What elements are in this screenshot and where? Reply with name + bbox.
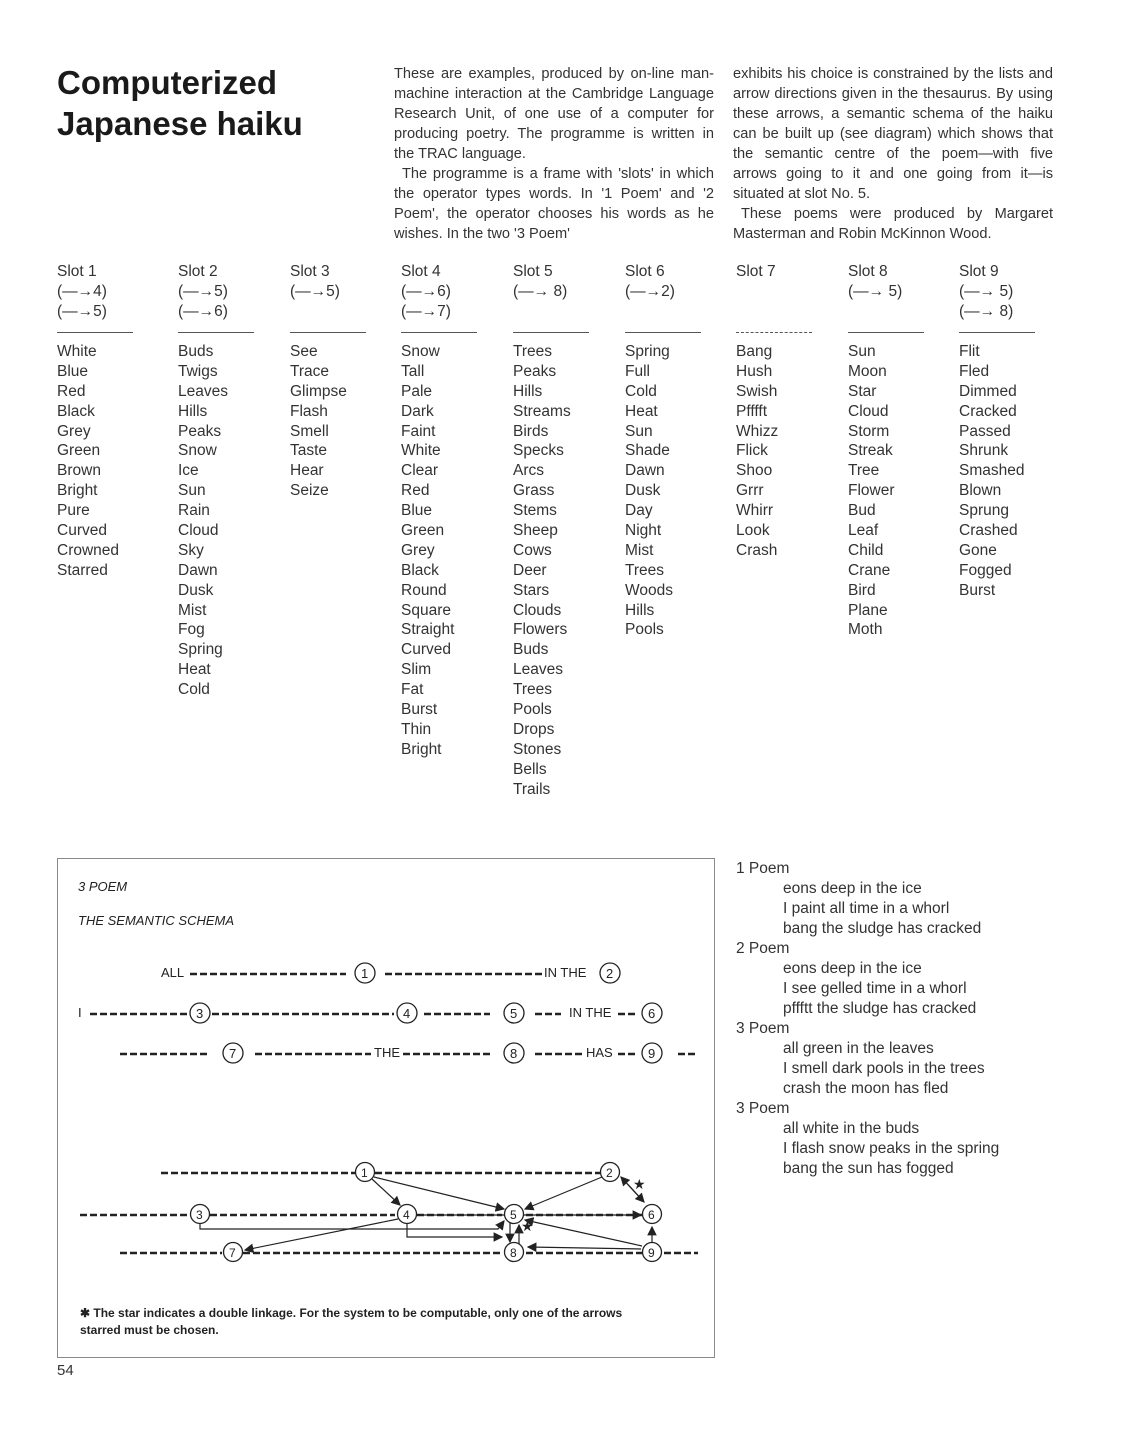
- schema-diagram: [58, 859, 714, 1357]
- slot-word: Gone: [959, 541, 997, 559]
- slot-word: Pure: [57, 502, 90, 520]
- slot-word: Stones: [513, 740, 562, 758]
- slot-word: White: [57, 343, 97, 360]
- slot-word: Faint: [401, 422, 436, 440]
- slot-word: Crashed: [959, 522, 1018, 540]
- slot-word: Starred: [57, 561, 108, 579]
- slot-word: Flick: [736, 442, 768, 460]
- slot-rule: [959, 332, 1035, 342]
- slot-word: Blue: [401, 502, 433, 520]
- slot-column: [290, 262, 400, 501]
- schema-word-i: I: [78, 1005, 82, 1020]
- slot-word: Bud: [848, 502, 876, 520]
- slot-word: Grey: [401, 541, 435, 559]
- slot-word: Slim: [401, 661, 432, 679]
- slot-word: Pools: [513, 701, 552, 719]
- slot-word: Rain: [178, 502, 210, 520]
- slot-word: Crash: [736, 541, 778, 559]
- slot-word: Child: [848, 541, 884, 559]
- slot-heading: Slot 8: [848, 263, 888, 280]
- schema-word-in-the: IN THE: [544, 965, 587, 980]
- slot-heading: Slot 5: [513, 263, 553, 280]
- slot-word: Cold: [178, 681, 210, 699]
- semantic-schema-figure: [57, 858, 715, 1358]
- slot-word: Snow: [401, 343, 440, 360]
- slot-word: Pfffft: [736, 402, 768, 420]
- slot-word: Trace: [290, 362, 330, 380]
- slot-word: Fog: [178, 621, 205, 639]
- node-label: 7: [229, 1246, 236, 1260]
- poem-line: I paint all time in a whorl: [783, 900, 950, 917]
- slot-word: Cloud: [178, 522, 219, 540]
- slot-word: Bells: [513, 760, 547, 778]
- poem-line: all green in the leaves: [783, 1040, 934, 1057]
- node-label: 4: [403, 1006, 411, 1021]
- slot-word: Green: [57, 442, 101, 460]
- slot-word: Sun: [178, 482, 206, 500]
- slot-heading: Slot 9: [959, 263, 999, 280]
- slot-arrow: (—→ 5): [959, 283, 1014, 300]
- slot-column: [736, 262, 846, 561]
- slot-word: Flowers: [513, 621, 568, 639]
- slot-word: Flit: [959, 343, 980, 360]
- node-label: 1: [361, 966, 369, 981]
- node-label: 9: [648, 1246, 655, 1260]
- slot-word: Dawn: [625, 462, 665, 480]
- slot-word: Black: [401, 561, 439, 579]
- node-label: 1: [361, 1166, 368, 1180]
- slot-word: Cracked: [959, 402, 1017, 420]
- slot-word: Pale: [401, 382, 433, 400]
- schema-word-the: THE: [374, 1045, 400, 1060]
- slot-word: Woods: [625, 581, 673, 599]
- slot-arrow: (—→5): [178, 283, 228, 300]
- slot-rule: [57, 332, 133, 342]
- slot-word: Shade: [625, 442, 670, 460]
- slot-word: Buds: [513, 641, 549, 659]
- poem-line: all white in the buds: [783, 1120, 920, 1137]
- slot-word: Hills: [513, 382, 543, 400]
- slot-word: Green: [401, 522, 445, 540]
- poem-line: I flash snow peaks in the spring: [783, 1140, 1000, 1157]
- slot-word: Straight: [401, 621, 455, 639]
- slot-word: Trails: [513, 780, 551, 798]
- node-label: 3: [196, 1006, 204, 1021]
- poem-line: I see gelled time in a whorl: [783, 980, 967, 997]
- slot-word: Snow: [178, 442, 217, 460]
- slot-word: Leaves: [178, 382, 228, 400]
- node-label: 5: [510, 1006, 518, 1021]
- slot-column: [57, 262, 167, 581]
- poem-heading: 3 Poem: [736, 1020, 790, 1037]
- slot-arrow: (—→6): [401, 283, 451, 300]
- slot-word: Heat: [178, 661, 211, 679]
- slot-word: Red: [57, 382, 86, 400]
- slot-rule: [736, 332, 812, 342]
- slot-word: Trees: [513, 343, 553, 360]
- slot-word: Bright: [401, 740, 442, 758]
- slot-arrow: (—→6): [178, 303, 228, 320]
- slot-word: Brown: [57, 462, 101, 480]
- slot-word: Drops: [513, 720, 555, 738]
- poem-heading: 1 Poem: [736, 860, 790, 877]
- slot-arrow: (—→ 8): [513, 283, 568, 300]
- slot-word: Curved: [57, 522, 107, 540]
- slot-word: Dusk: [625, 482, 661, 500]
- slot-word: Trees: [625, 561, 665, 579]
- slot-word: Blue: [57, 362, 89, 380]
- slot-word: Smell: [290, 422, 329, 440]
- slot-arrow: (—→5): [290, 283, 340, 300]
- slot-word: Crowned: [57, 541, 120, 559]
- slot-word: Moth: [848, 621, 883, 639]
- slot-word: Dawn: [178, 561, 218, 579]
- slot-column: [178, 262, 288, 700]
- slot-word: Dark: [401, 402, 434, 420]
- slot-word: Sheep: [513, 522, 558, 540]
- slot-rule: [290, 332, 366, 342]
- slot-word: Shoo: [736, 462, 773, 480]
- slot-word: Cloud: [848, 402, 889, 420]
- slot-word: Red: [401, 482, 430, 500]
- slot-word: Whirr: [736, 502, 774, 520]
- slot-word: Thin: [401, 720, 432, 738]
- figure-label: 3 POEM: [78, 879, 128, 894]
- slot-word: Ice: [178, 462, 199, 480]
- slot-heading: Slot 1: [57, 263, 97, 280]
- slot-word: Round: [401, 581, 447, 599]
- poem-list: [736, 859, 1066, 1179]
- slot-word: Mist: [178, 601, 207, 619]
- slot-word: Day: [625, 502, 653, 520]
- slot-rule: [513, 332, 589, 342]
- node-label: 5: [510, 1208, 517, 1222]
- slot-word: Sky: [178, 541, 204, 559]
- slot-column: [625, 262, 735, 640]
- slot-heading: Slot 2: [178, 263, 218, 280]
- slot-heading: Slot 6: [625, 263, 665, 280]
- slot-word: Curved: [401, 641, 451, 659]
- slot-word: Leaves: [513, 661, 563, 679]
- node-label: 6: [648, 1208, 655, 1222]
- slot-word: Night: [625, 522, 662, 540]
- slot-word: Clouds: [513, 601, 562, 619]
- slot-word: Passed: [959, 422, 1011, 440]
- slot-word: Hills: [178, 402, 208, 420]
- slot-word: Dusk: [178, 581, 214, 599]
- node-label: 8: [510, 1246, 517, 1260]
- slot-word: Smashed: [959, 462, 1025, 480]
- slot-word: Grrr: [736, 482, 764, 500]
- slot-word: Hear: [290, 462, 324, 480]
- intro-paragraph: exhibits his choice is constrained by the lists and arrow directions given in the thesaurus. By using these arrows, a semantic schema of the haiku can be built up (see diagram) which shows that the semantic centre of the poem—with five arrows going to it and one going from it—is situated at slot No. 5.: [733, 66, 1053, 202]
- schema-word-in-the: IN THE: [569, 1005, 612, 1020]
- slot-word: Crane: [848, 561, 891, 579]
- slot-word: Moon: [848, 362, 887, 380]
- poem-line: eons deep in the ice: [783, 880, 922, 897]
- node-label: 6: [648, 1006, 656, 1021]
- slot-word: Grass: [513, 482, 555, 500]
- slot-word: Star: [848, 382, 877, 400]
- slot-word: Storm: [848, 422, 890, 440]
- poem-line: I smell dark pools in the trees: [783, 1060, 985, 1077]
- slot-word: Hills: [625, 601, 655, 619]
- slot-column: [401, 262, 511, 760]
- slot-word: Cows: [513, 541, 552, 559]
- slot-heading: Slot 4: [401, 263, 441, 280]
- slot-word: Square: [401, 601, 451, 619]
- poem-line: crash the moon has fled: [783, 1080, 949, 1097]
- slot-word: Heat: [625, 402, 658, 420]
- slot-rule: [178, 332, 254, 342]
- slot-word: Black: [57, 402, 95, 420]
- slot-word: Stems: [513, 502, 557, 520]
- intro-paragraph: The programme is a frame with 'slots' in which the operator types words. In '1 Poem' and '2 Poem', the operator chooses his words as he wishes. In the two '3 Poem': [394, 166, 714, 242]
- slot-word: Shrunk: [959, 442, 1009, 460]
- poem-line: bang the sun has fogged: [783, 1160, 954, 1177]
- slot-word: Deer: [513, 561, 547, 579]
- slot-word: Burst: [959, 581, 996, 599]
- slot-word: Birds: [513, 422, 549, 440]
- slot-word: Fogged: [959, 561, 1012, 579]
- intro-column-1: [394, 64, 714, 244]
- node-label: 8: [510, 1046, 518, 1061]
- node-label: 3: [196, 1208, 203, 1222]
- slot-word: Buds: [178, 343, 214, 360]
- slot-word: Bang: [736, 343, 773, 360]
- intro-column-2: [733, 64, 1053, 244]
- slot-rule: [401, 332, 477, 342]
- slot-word: See: [290, 343, 318, 360]
- star-icon: ★: [633, 1176, 646, 1192]
- slot-arrow: (—→4): [57, 283, 107, 300]
- slot-word: Arcs: [513, 462, 544, 480]
- slot-word: Spring: [625, 343, 670, 360]
- figure-note: ✱ The star indicates a double linkage. For the system to be computable, only one of the arrows starred must be chosen.: [80, 1306, 623, 1337]
- slot-rule: [848, 332, 924, 342]
- slot-word: Streak: [848, 442, 893, 460]
- slot-word: Hush: [736, 362, 773, 380]
- slot-word: Seize: [290, 482, 329, 500]
- slot-word: Dimmed: [959, 382, 1017, 400]
- slot-word: Trees: [513, 681, 553, 699]
- slot-column: [959, 262, 1069, 601]
- slot-arrow: (—→7): [401, 303, 451, 320]
- slot-heading: Slot 7: [736, 263, 776, 280]
- slot-word: White: [401, 442, 441, 460]
- slot-word: Glimpse: [290, 382, 347, 400]
- slot-column: [848, 262, 958, 640]
- slot-word: Look: [736, 522, 770, 540]
- node-label: 2: [606, 1166, 613, 1180]
- poem-line: eons deep in the ice: [783, 960, 922, 977]
- slot-word: Blown: [959, 482, 1002, 500]
- slot-word: Grey: [57, 422, 91, 440]
- slot-word: Flash: [290, 402, 328, 420]
- slot-rule: [625, 332, 701, 342]
- poem-line: pffftt the sludge has cracked: [783, 1000, 977, 1017]
- slot-word: Bright: [57, 482, 98, 500]
- node-label: 9: [648, 1046, 656, 1061]
- intro-paragraph: These are examples, produced by on-line man-machine interaction at the Cambridge Language Research Unit, of one use of a computer for producing poetry. The programme is written in the TRAC language.: [394, 66, 714, 162]
- slot-word: Sprung: [959, 502, 1009, 520]
- node-label: 7: [229, 1046, 237, 1061]
- figure-subtitle: THE SEMANTIC SCHEMA: [78, 913, 235, 928]
- slot-word: Leaf: [848, 522, 879, 540]
- node-label: 2: [606, 966, 614, 981]
- slot-word: Spring: [178, 641, 223, 659]
- slot-column: [513, 262, 623, 799]
- slot-word: Plane: [848, 601, 888, 619]
- slot-word: Stars: [513, 581, 550, 599]
- slot-word: Bird: [848, 581, 876, 599]
- slot-word: Taste: [290, 442, 328, 460]
- slot-word: Cold: [625, 382, 657, 400]
- slot-word: Streams: [513, 402, 571, 420]
- schema-word-has: HAS: [586, 1045, 613, 1060]
- slot-word: Sun: [848, 343, 876, 360]
- slot-word: Tree: [848, 462, 880, 480]
- node-label: 4: [403, 1208, 410, 1222]
- slot-word: Specks: [513, 442, 564, 460]
- star-icon: ★: [521, 1218, 534, 1234]
- schema-word-all: ALL: [161, 965, 185, 980]
- slot-word: Mist: [625, 541, 654, 559]
- slot-heading: Slot 3: [290, 263, 330, 280]
- poem-heading: 2 Poem: [736, 940, 790, 957]
- poem-line: bang the sludge has cracked: [783, 920, 982, 937]
- slot-arrow: (—→5): [57, 303, 107, 320]
- slot-word: Flower: [848, 482, 895, 500]
- slot-arrow: (—→ 8): [959, 303, 1014, 320]
- intro-paragraph: These poems were produced by Margaret Masterman and Robin McKinnon Wood.: [733, 206, 1053, 242]
- slot-word: Full: [625, 362, 650, 380]
- page-number: 54: [57, 1362, 74, 1379]
- slot-word: Tall: [401, 362, 425, 380]
- slot-word: Whizz: [736, 422, 779, 440]
- slot-arrow: (—→ 5): [848, 283, 903, 300]
- slot-arrow: (—→2): [625, 283, 675, 300]
- slot-word: Clear: [401, 462, 439, 480]
- slot-word: Peaks: [178, 422, 222, 440]
- page-title: Computerized Japanese haiku: [57, 64, 303, 142]
- slot-word: Pools: [625, 621, 664, 639]
- slot-word: Fled: [959, 362, 990, 380]
- slot-word: Fat: [401, 681, 424, 699]
- slot-word: Twigs: [178, 362, 218, 380]
- slot-word: Sun: [625, 422, 653, 440]
- poem-heading: 3 Poem: [736, 1100, 790, 1117]
- slot-word: Burst: [401, 701, 438, 719]
- slot-word: Swish: [736, 382, 778, 400]
- slot-word: Peaks: [513, 362, 557, 380]
